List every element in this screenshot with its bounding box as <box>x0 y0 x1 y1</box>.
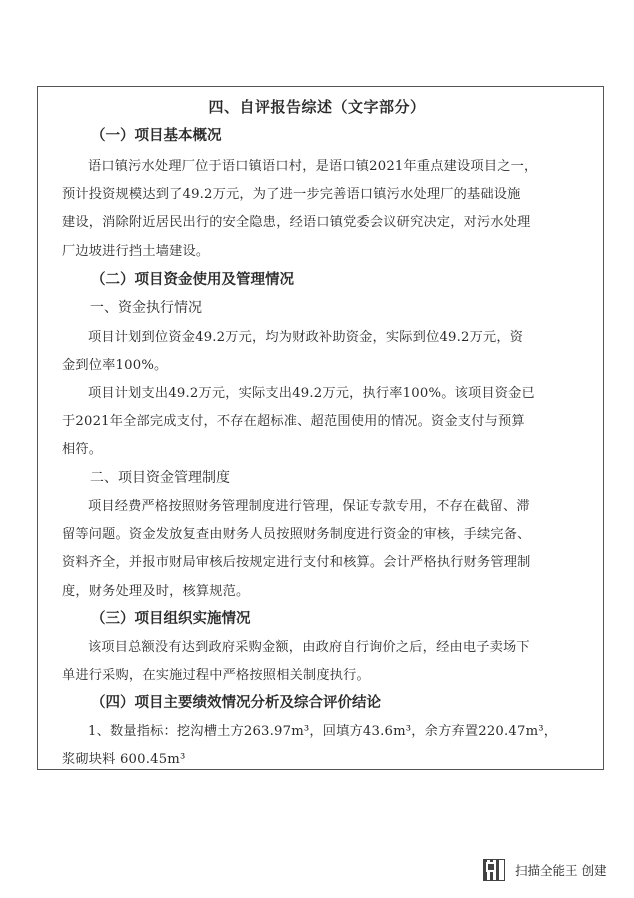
section-3-heading: （三）项目组织实施情况 <box>91 610 251 627</box>
section-1-line: 建设，消除附近居民出行的安全隐患，经语口镇党委会议研究决定，对污水处理 <box>62 215 531 230</box>
section-2-subheading-funds-execution: 一、资金执行情况 <box>90 300 202 316</box>
qr-code-icon <box>483 859 505 881</box>
section-2-line: 留等问题。资金发放复查由财务人员按照财务制度进行资金的审核，手续完备、 <box>62 527 531 542</box>
section-2-line: 相符。 <box>62 442 103 457</box>
scanner-footer <box>483 858 606 882</box>
section-1-line: 预计投资规模达到了49.2万元，为了进一步完善语口镇污水处理厂的基础设施 <box>62 187 521 202</box>
section-3-line: 单进行采购，在实施过程中严格按照相关制度执行。 <box>62 668 370 683</box>
section-1-line: 语口镇污水处理厂位于语口镇语口村，是语口镇2021年重点建设项目之一， <box>88 159 538 174</box>
section-2-line: 金到位率100%。 <box>62 358 168 373</box>
section-4-line: 1、数量指标：挖沟槽土方263.97m³，回填方43.6m³，余方弃置220.47m³， <box>88 724 558 739</box>
section-3-line: 该项目总额没有达到政府采购金额，由政府自行询价之后，经由电子卖场下 <box>88 640 530 655</box>
section-2-subheading-funds-management: 二、项目资金管理制度 <box>90 470 230 486</box>
section-2-line: 资料齐全，并报市财局审核后按规定进行支付和核算。会计严格执行财务管理制 <box>62 555 531 570</box>
section-4-line: 浆砌块料 600.45m³ <box>62 752 186 767</box>
document-title: 四、自评报告综述（文字部分） <box>208 98 426 116</box>
section-1-line: 厂边坡进行挡土墙建设。 <box>62 244 210 259</box>
scanner-watermark-text: 扫描全能王 创建 <box>515 863 607 878</box>
section-2-line: 项目经费严格按照财务管理制度进行管理，保证专款专用，不存在截留、滞 <box>88 499 530 514</box>
section-1-heading: （一）项目基本概况 <box>91 127 222 144</box>
section-2-line: 项目计划支出49.2万元，实际支出49.2万元，执行率100%。该项目资金已 <box>88 386 535 401</box>
section-4-heading: （四）项目主要绩效情况分析及综合评价结论 <box>91 694 381 711</box>
section-2-line: 度，财务处理及时，核算规范。 <box>62 584 250 599</box>
section-2-line: 于2021年全部完成支付，不存在超标准、超范围使用的情况。资金支付与预算 <box>62 414 525 429</box>
section-2-line: 项目计划到位资金49.2万元，均为财政补助资金，实际到位49.2万元，资 <box>88 330 524 345</box>
section-2-heading: （二）项目资金使用及管理情况 <box>91 271 294 288</box>
